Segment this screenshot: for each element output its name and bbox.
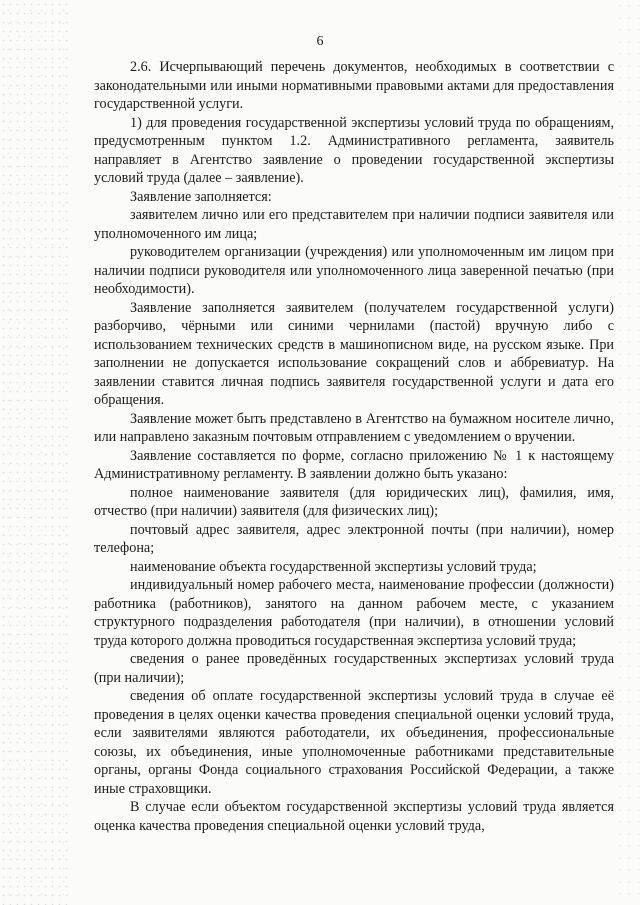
paragraph-full-name: полное наименование заявителя (для юридических лиц), фамилия, имя, отчество (при наличии) заявителя (для физических лиц);	[94, 484, 614, 519]
paragraph-fill-rules: Заявление заполняется заявителем (получателем государственной услуги) разборчиво, чёрными или синими чернилами (пастой) вручную либо с использованием технических средств в машинописном виде, на русском языке. При заполнении не допускается использование сокращений слов и аббревиатур. На заявлении ставится личная подпись заявителя государственной услуги и дата его обращения.	[94, 299, 614, 408]
paragraph-by-applicant: заявителем лично или его представителем при наличии подписи заявителя или уполномоченного им лица;	[94, 207, 614, 242]
paragraph-previous: сведения о ранее проведённых государственных экспертизах условий труда (при наличии);	[94, 651, 614, 686]
paragraph-address: почтовый адрес заявителя, адрес электронной почты (при наличии), номер телефона;	[94, 521, 614, 556]
paragraph-workplace: индивидуальный номер рабочего места, наименование профессии (должности) работника (работников), занятого на данном рабочем месте, с указанием структурного подразделения работодателя (при наличии), в отношении условий труда которого должна проводиться государственная экспертиза условий труда;	[94, 577, 614, 649]
paragraph-object-name: наименование объекта государственной экспертизы условий труда;	[130, 558, 537, 575]
scan-noise-left	[0, 0, 70, 905]
paragraph-application-filled: Заявление заполняется:	[130, 188, 272, 205]
page-number: 6	[316, 34, 324, 49]
document-body	[94, 58, 614, 835]
scan-noise-right	[616, 0, 640, 905]
paragraph-by-head: руководителем организации (учреждения) или уполномоченным им лицом при наличии подписи руководителя или уполномоченного лица заверенной печатью (при необходимости).	[94, 244, 614, 297]
paragraph-form: Заявление составляется по форме, согласно приложению № 1 к настоящему Административному регламенту. В заявлении должно быть указано:	[94, 447, 614, 482]
paragraph-submission: Заявление может быть представлено в Агентство на бумажном носителе лично, или направлено заказным почтовым отправлением с уведомлением о вручении.	[94, 410, 614, 445]
paragraph-item-1: 1) для проведения государственной экспертизы условий труда по обращениям, предусмотренным пунктом 1.2. Административного регламента, заявитель направляет в Агентство заявление о проведении государственной экспертизы условий труда (далее – заявление).	[94, 114, 614, 186]
paragraph-if-object: В случае если объектом государственной экспертизы условий труда является оценка качества проведения специальной оценки условий труда,	[94, 799, 614, 834]
paragraph-2-6-heading: 2.6. Исчерпывающий перечень документов, необходимых в соответствии с законодательными или иными нормативными правовыми актами для предоставления государственной услуги.	[94, 59, 614, 112]
paragraph-payment: сведения об оплате государственной экспертизы условий труда в случае её проведения в целях оценки качества проведения специальной оценки условий труда, если заявителями являются работодатели, их объединения, профессиональные союзы, их объединения, иные уполномоченные работниками представительные органы, органы Фонда социального страхования Российской Федерации, а также иные страховщики.	[94, 688, 614, 797]
